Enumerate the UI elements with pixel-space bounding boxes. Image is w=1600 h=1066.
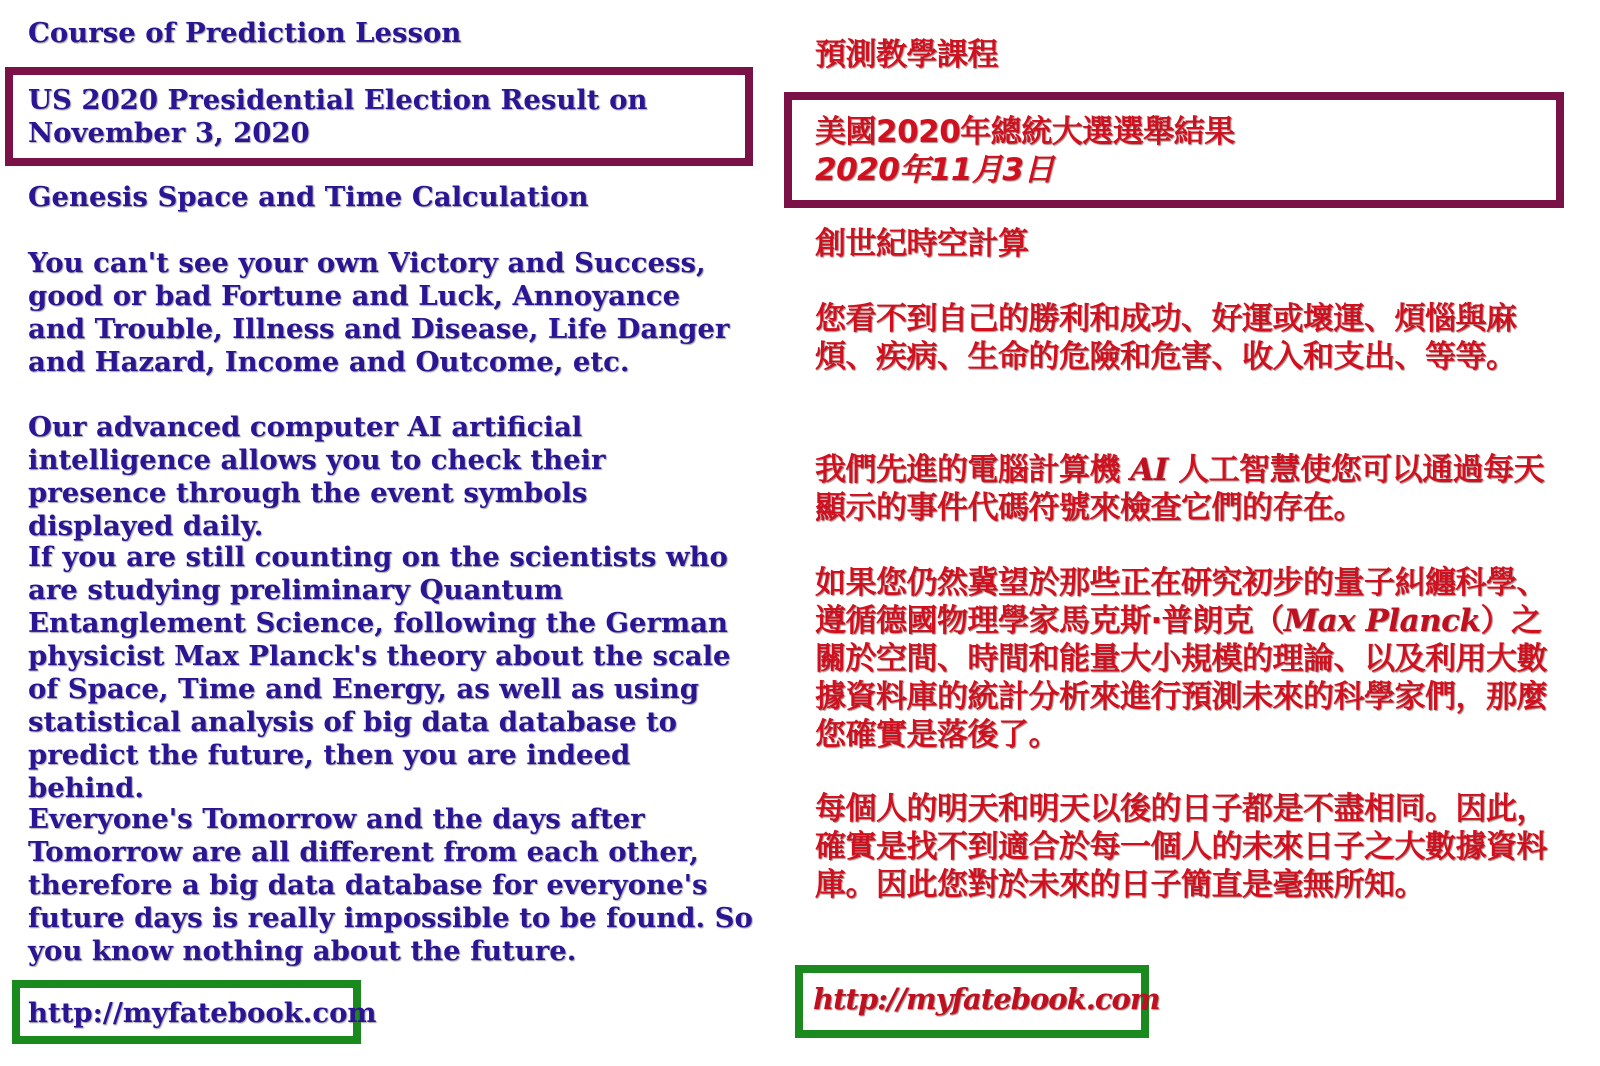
paragraph-quantum-chinese — [815, 564, 1555, 754]
course-title-chinese: 預測教學課程 — [815, 37, 998, 73]
election-title-chinese — [815, 113, 1555, 189]
paragraph-tomorrow: Everyone's Tomorrow and the days after Tomorrow are all different from each other, therefore a big data database for everyone's future days is really impossible to be found. So you know nothing about the future. — [28, 803, 753, 967]
paragraph-quantum: If you are still counting on the scientists who are studying preliminary Quantum Entanglement Science, following the German physicist Max Planck's theory about the scale of Space, Time and Energy, as well as using statistical analysis of big data database to predict the future, then you are indeed behind. — [28, 541, 731, 804]
paragraph-fortune: You can't see your own Victory and Success, good or bad Fortune and Luck, Annoyance and Trouble, Illness and Disease, Life Danger and Hazard, Income and Outcome, etc. — [28, 247, 730, 378]
paragraph-ai-chinese-part1: 我們先進的電腦計算機 — [815, 452, 1120, 488]
election-title-chinese-line1: 美國2020年總統大選選舉結果 — [815, 114, 1235, 150]
paragraph-fortune-chinese: 您看不到自己的勝利和成功、好運或壞運、煩惱與麻煩、疾病、生命的危險和危害、收入和支出、等等。 — [815, 301, 1517, 375]
calculation-title-chinese: 創世紀時空計算 — [815, 226, 1029, 262]
website-link-chinese[interactable]: http://myfatebook.com — [813, 982, 1160, 1016]
english-column — [0, 0, 790, 1066]
paragraph-quantum-chinese-part1: 如果您仍然冀望於那些正在研究初步的量子糾纏科學、遵循德國物理學家馬克斯·普朗克（ — [815, 565, 1547, 639]
chinese-column — [800, 0, 1600, 1066]
election-title: US 2020 Presidential Election Result on November 3, 2020 — [28, 84, 648, 149]
ai-script-text: AI — [1130, 452, 1168, 488]
paragraph-ai-chinese-part2: 人工智慧使您可以通過每天顯示的事件代碼符號來檢查它們的存在。 — [815, 452, 1545, 526]
course-title: Course of Prediction Lesson — [28, 17, 462, 49]
max-planck-script-text: Max Planck — [1283, 603, 1481, 639]
election-date-chinese: 2020年11月3日 — [815, 152, 1054, 188]
calculation-title: Genesis Space and Time Calculation — [28, 181, 589, 213]
website-link[interactable]: http://myfatebook.com — [28, 997, 377, 1029]
paragraph-tomorrow-chinese: 每個人的明天和明天以後的日子都是不盡相同。因此，確實是找不到適合於每一個人的未來日子之大數據資料庫。因此您對於未來的日子簡直是毫無所知。 — [815, 791, 1547, 903]
paragraph-ai: Our advanced computer AI artificial intelligence allows you to check their presence through the event symbols displayed daily. — [28, 411, 606, 542]
paragraph-ai-chinese — [815, 451, 1555, 527]
paragraph-quantum-chinese-part2: ）之關於空間、時間和能量大小規模的理論、以及利用大數據資料庫的統計分析來進行預測未來的科學家們，那麼您確實是落後了。 — [815, 603, 1547, 753]
